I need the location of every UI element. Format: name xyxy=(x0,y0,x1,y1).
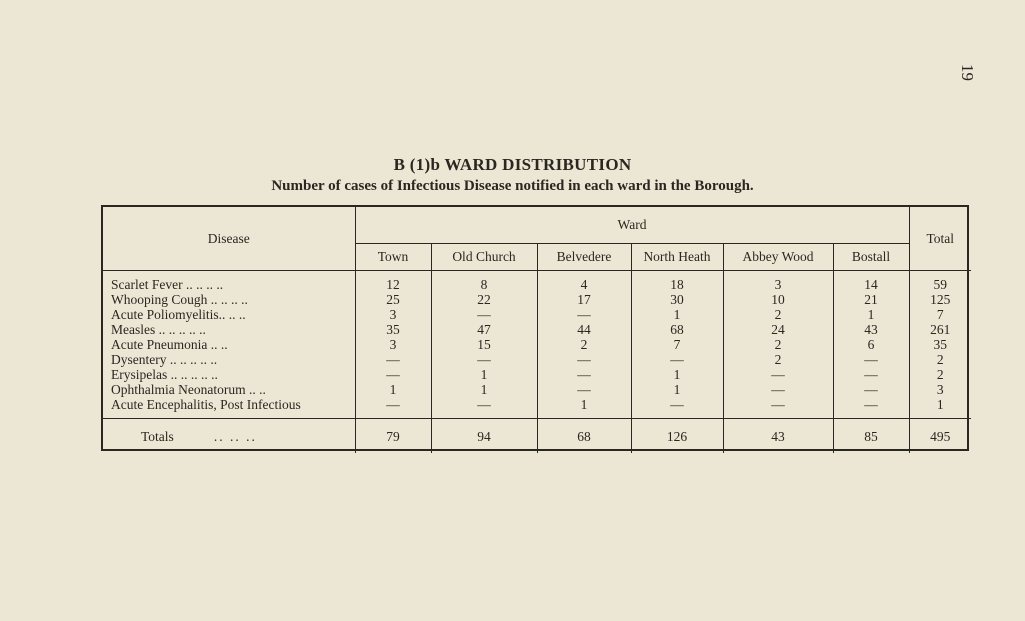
ward-count-cell: — xyxy=(431,397,537,419)
ward-count-cell: — xyxy=(833,382,909,397)
ward-count-cell: — xyxy=(631,352,723,367)
table-row xyxy=(103,382,971,397)
row-total-cell: 7 xyxy=(909,307,971,322)
ward-count-cell: — xyxy=(431,307,537,322)
table-row xyxy=(103,337,971,352)
ward-count-cell: 3 xyxy=(355,307,431,322)
ward-count-cell: 44 xyxy=(537,322,631,337)
disease-name: Acute Pneumonia .. .. xyxy=(111,337,228,352)
ward-count-cell: 18 xyxy=(631,271,723,293)
ward-count-cell: 8 xyxy=(431,271,537,293)
ward-count-cell: 68 xyxy=(631,322,723,337)
disease-name: Acute Encephalitis, Post Infectious xyxy=(111,397,301,412)
ward-count-cell: 2 xyxy=(537,337,631,352)
row-total-cell: 59 xyxy=(909,271,971,293)
ward-count-cell: 3 xyxy=(355,337,431,352)
disease-name: Erysipelas .. .. .. .. .. xyxy=(111,367,218,382)
section-heading: B (1)b WARD DISTRIBUTION xyxy=(393,155,632,174)
table-row xyxy=(103,397,971,419)
disease-header: Disease xyxy=(103,207,355,271)
ward-column-header: Bostall xyxy=(833,244,909,271)
disease-name: Dysentery .. .. .. .. .. xyxy=(111,352,218,367)
ward-column-header: Old Church xyxy=(431,244,537,271)
ward-total-cell: 85 xyxy=(833,419,909,454)
ward-count-cell: 25 xyxy=(355,292,431,307)
row-total-cell: 2 xyxy=(909,367,971,382)
ward-column-header: North Heath xyxy=(631,244,723,271)
ward-count-cell: 1 xyxy=(833,307,909,322)
disease-name: Scarlet Fever .. .. .. .. xyxy=(111,277,224,292)
ward-count-cell: 47 xyxy=(431,322,537,337)
ward-count-cell: 35 xyxy=(355,322,431,337)
ward-count-cell: 7 xyxy=(631,337,723,352)
disease-name: Measles .. .. .. .. .. xyxy=(111,322,206,337)
row-total-cell: 2 xyxy=(909,352,971,367)
total-header: Total xyxy=(909,207,971,271)
ward-count-cell: 24 xyxy=(723,322,833,337)
ward-count-cell: — xyxy=(723,367,833,382)
ward-count-cell: 15 xyxy=(431,337,537,352)
ward-count-cell: 1 xyxy=(431,367,537,382)
ward-total-cell: 94 xyxy=(431,419,537,454)
ward-count-cell: — xyxy=(833,397,909,419)
ward-count-cell: 21 xyxy=(833,292,909,307)
ward-count-cell: 1 xyxy=(631,367,723,382)
row-total-cell: 35 xyxy=(909,337,971,352)
ward-count-cell: 17 xyxy=(537,292,631,307)
row-total-cell: 261 xyxy=(909,322,971,337)
ward-count-cell: 14 xyxy=(833,271,909,293)
table-row xyxy=(103,322,971,337)
row-total-cell: 125 xyxy=(909,292,971,307)
ward-count-cell: — xyxy=(631,397,723,419)
grand-total-cell: 495 xyxy=(909,419,971,454)
disease-name: Ophthalmia Neonatorum .. .. xyxy=(111,382,266,397)
row-total-cell: 3 xyxy=(909,382,971,397)
ward-column-header: Town xyxy=(355,244,431,271)
table-row xyxy=(103,352,971,367)
ward-count-cell: 2 xyxy=(723,307,833,322)
ward-count-cell: — xyxy=(431,352,537,367)
ward-count-cell: 30 xyxy=(631,292,723,307)
ward-column-header: Abbey Wood xyxy=(723,244,833,271)
ward-count-cell: — xyxy=(537,382,631,397)
section-subheading: Number of cases of Infectious Disease notified in each ward in the Borough. xyxy=(271,178,754,194)
ward-count-cell: 1 xyxy=(355,382,431,397)
table-row xyxy=(103,367,971,382)
ward-count-cell: — xyxy=(537,307,631,322)
table-row xyxy=(103,307,971,322)
table-row xyxy=(103,271,971,293)
ward-count-cell: — xyxy=(355,352,431,367)
ward-count-cell: 43 xyxy=(833,322,909,337)
ward-count-cell: — xyxy=(833,367,909,382)
totals-label: Totals xyxy=(141,428,174,444)
ward-total-cell: 43 xyxy=(723,419,833,454)
ward-count-cell: — xyxy=(537,352,631,367)
ward-count-cell: 6 xyxy=(833,337,909,352)
totals-leader-dots: .. .. .. xyxy=(213,428,257,444)
ward-header: Ward xyxy=(355,207,909,244)
ward-count-cell: — xyxy=(723,397,833,419)
ward-count-cell: 2 xyxy=(723,337,833,352)
ward-count-cell: 4 xyxy=(537,271,631,293)
ward-count-cell: 22 xyxy=(431,292,537,307)
ward-count-cell: 12 xyxy=(355,271,431,293)
totals-row xyxy=(103,419,971,454)
ward-count-cell: 1 xyxy=(537,397,631,419)
ward-total-cell: 79 xyxy=(355,419,431,454)
ward-count-cell: 3 xyxy=(723,271,833,293)
ward-count-cell: 1 xyxy=(431,382,537,397)
row-total-cell: 1 xyxy=(909,397,971,419)
totals-label-cell xyxy=(103,419,355,454)
ward-count-cell: 1 xyxy=(631,382,723,397)
ward-count-cell: — xyxy=(833,352,909,367)
table-body xyxy=(103,271,971,454)
ward-total-cell: 68 xyxy=(537,419,631,454)
table-row xyxy=(103,292,971,307)
ward-count-cell: 10 xyxy=(723,292,833,307)
ward-count-cell: — xyxy=(355,397,431,419)
ward-count-cell: — xyxy=(355,367,431,382)
ward-count-cell: — xyxy=(723,382,833,397)
ward-distribution-table xyxy=(101,205,969,451)
disease-name: Acute Poliomyelitis.. .. .. xyxy=(111,307,246,322)
ward-total-cell: 126 xyxy=(631,419,723,454)
ward-count-cell: — xyxy=(537,367,631,382)
ward-count-cell: 2 xyxy=(723,352,833,367)
ward-column-header: Belvedere xyxy=(537,244,631,271)
ward-count-cell: 1 xyxy=(631,307,723,322)
disease-name: Whooping Cough .. .. .. .. xyxy=(111,292,248,307)
page-number: 19 xyxy=(958,64,977,81)
